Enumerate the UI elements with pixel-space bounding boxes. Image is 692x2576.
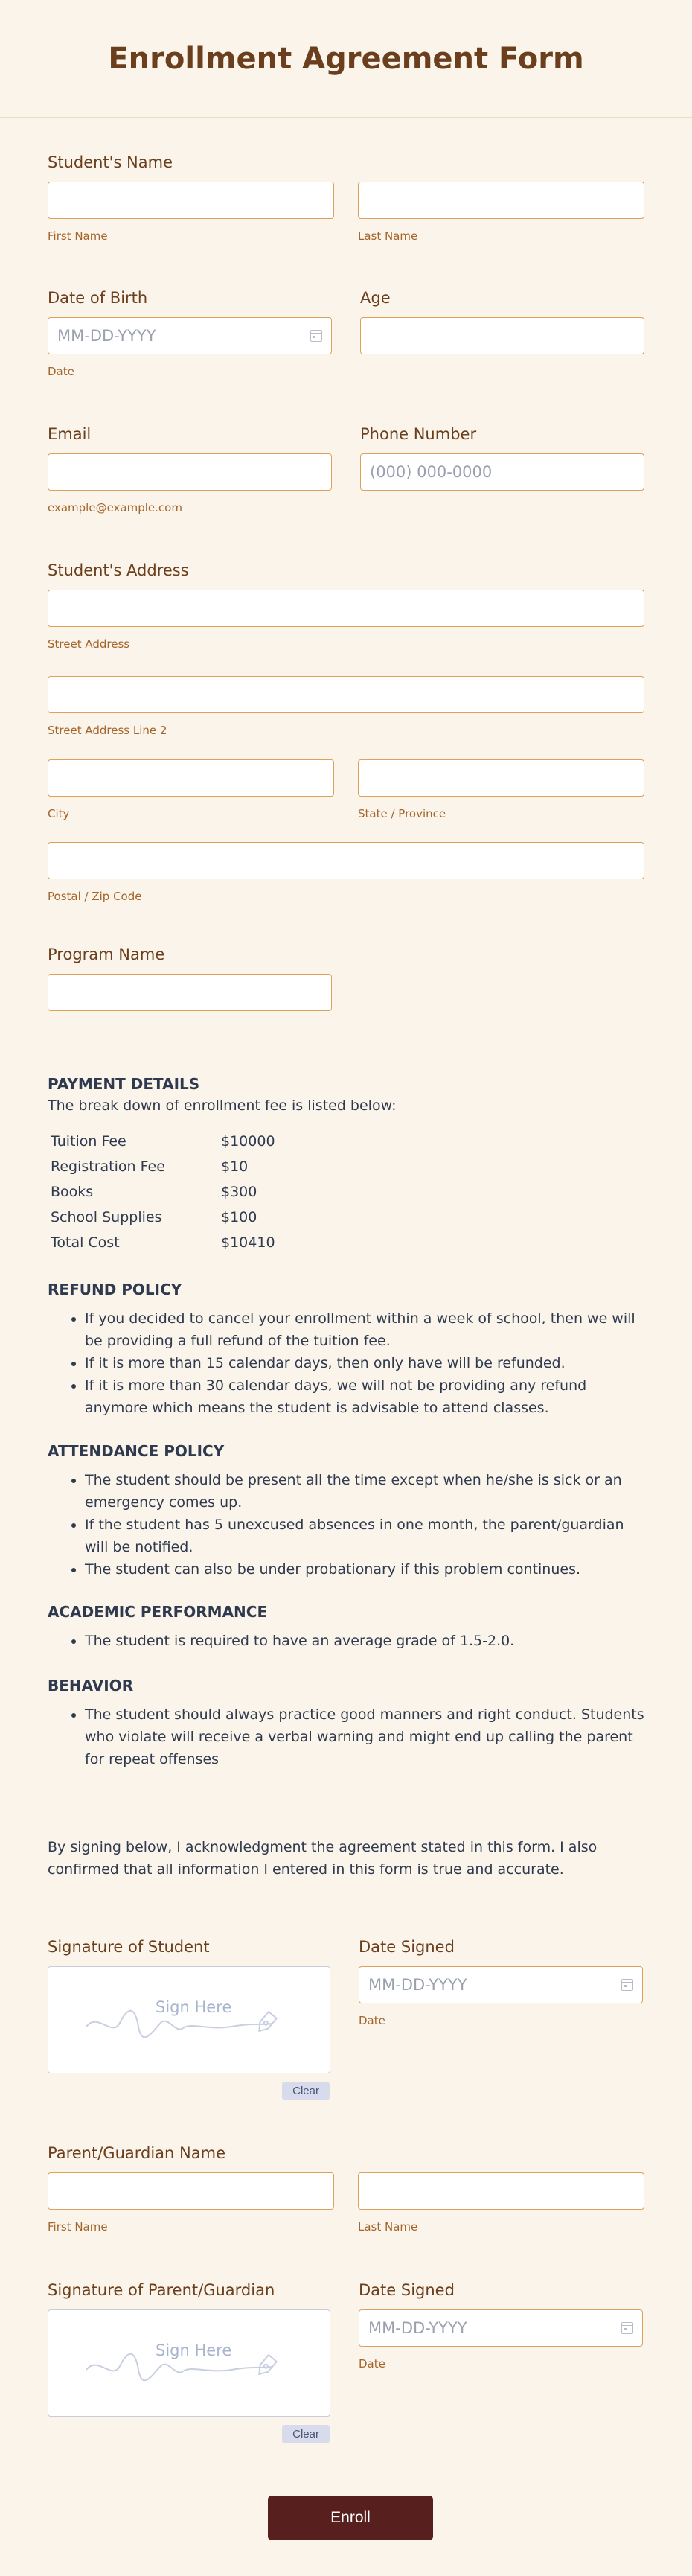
street-address-input[interactable] xyxy=(48,590,644,627)
guardian-date-signed-field xyxy=(359,2281,643,2371)
refund-title: REFUND POLICY xyxy=(48,1281,182,1298)
email-sublabel: example@example.com xyxy=(48,501,182,514)
guardian-last-name-sublabel: Last Name xyxy=(358,2220,418,2234)
fee-name: Books xyxy=(51,1184,94,1200)
attendance-list xyxy=(48,1469,644,1581)
clear-signature-button[interactable]: Clear xyxy=(282,2082,330,2100)
form-header xyxy=(0,0,692,118)
fee-amount: $10000 xyxy=(221,1133,275,1150)
phone-input[interactable] xyxy=(360,453,644,491)
phone-label: Phone Number xyxy=(360,425,477,443)
fee-amount: $100 xyxy=(221,1209,257,1225)
date-signed-sublabel: Date xyxy=(359,2014,385,2027)
street-address-sublabel: Street Address xyxy=(48,637,130,651)
program-field xyxy=(48,946,332,1011)
refund-section xyxy=(48,1281,644,1419)
guardian-signature-pad[interactable] xyxy=(48,2309,330,2440)
enroll-button[interactable]: Enroll xyxy=(268,2496,433,2540)
behavior-title: BEHAVIOR xyxy=(48,1677,134,1695)
last-name-input[interactable] xyxy=(358,182,644,219)
student-name-label: Student's Name xyxy=(48,153,173,171)
dob-input[interactable] xyxy=(48,317,332,354)
address-field xyxy=(48,561,644,651)
calendar-icon[interactable] xyxy=(310,330,322,342)
fee-row xyxy=(48,1129,278,1154)
academic-title: ACADEMIC PERFORMANCE xyxy=(48,1603,268,1621)
dob-placeholder: MM-DD-YYYY xyxy=(57,327,156,345)
first-name-input[interactable] xyxy=(48,182,334,219)
dob-sublabel: Date xyxy=(48,365,74,378)
list-item: • The student can also be under probationary if this problem continues. xyxy=(85,1558,644,1581)
email-phone-row xyxy=(48,425,644,514)
refund-list xyxy=(48,1307,644,1419)
behavior-list xyxy=(48,1703,644,1770)
fee-table xyxy=(48,1129,278,1255)
student-name-field xyxy=(48,153,644,243)
guardian-first-name-sublabel: First Name xyxy=(48,2220,108,2234)
zip-input[interactable] xyxy=(48,842,644,879)
student-signature-field xyxy=(48,1938,330,2097)
clear-signature-button[interactable]: Clear xyxy=(282,2425,330,2443)
date-signed-field xyxy=(359,1938,643,2027)
fee-amount: $300 xyxy=(221,1184,257,1200)
guardian-date-signed-label: Date Signed xyxy=(359,2281,455,2299)
attendance-title: ATTENDANCE POLICY xyxy=(48,1442,225,1460)
student-signature-pad[interactable] xyxy=(48,1966,330,2097)
fee-name: Tuition Fee xyxy=(51,1133,126,1150)
academic-section xyxy=(48,1603,644,1652)
zip-group xyxy=(48,842,644,903)
state-input[interactable] xyxy=(358,759,644,797)
list-item: • The student should always practice good manners and right conduct. Students who violate will receive a verbal warning and might end up calling the parent for repeat offenses xyxy=(85,1703,644,1770)
fee-row xyxy=(48,1230,278,1255)
guardian-last-name-input[interactable] xyxy=(358,2172,644,2210)
guardian-name-field xyxy=(48,2144,644,2234)
guardian-date-signed-placeholder: MM-DD-YYYY xyxy=(368,2319,467,2337)
behavior-section xyxy=(48,1677,644,1770)
email-field[interactable] xyxy=(48,453,332,491)
dob-age-row xyxy=(48,289,644,378)
fee-name: School Supplies xyxy=(51,1209,162,1225)
payment-section xyxy=(48,1075,644,1255)
age-label: Age xyxy=(360,289,391,307)
guardian-signature-field xyxy=(48,2281,330,2440)
fee-name: Total Cost xyxy=(51,1234,120,1251)
fee-amount: $10 xyxy=(221,1158,249,1175)
guardian-first-name-input[interactable] xyxy=(48,2172,334,2210)
first-name-sublabel: First Name xyxy=(48,229,108,243)
date-signed-input[interactable] xyxy=(359,1966,643,2003)
fee-name: Registration Fee xyxy=(51,1158,165,1175)
street-address-2-sublabel: Street Address Line 2 xyxy=(48,724,167,737)
payment-intro: The break down of enrollment fee is listed below: xyxy=(48,1097,397,1114)
attendance-section xyxy=(48,1442,644,1581)
city-input[interactable] xyxy=(48,759,334,797)
date-signed-label: Date Signed xyxy=(359,1938,455,1956)
program-label: Program Name xyxy=(48,946,165,963)
phone-placeholder: (000) 000-0000 xyxy=(370,463,493,481)
state-sublabel: State / Province xyxy=(358,807,446,820)
address-label: Student's Address xyxy=(48,561,189,579)
academic-list xyxy=(48,1630,644,1652)
list-item: • If it is more than 30 calendar days, we will not be providing any refund anymore which means the student is advisable to attend classes. xyxy=(85,1374,644,1419)
guardian-name-label: Parent/Guardian Name xyxy=(48,2144,225,2162)
calendar-icon[interactable] xyxy=(621,2322,633,2334)
calendar-icon[interactable] xyxy=(621,1979,633,1991)
list-item: • If it is more than 15 calendar days, then only have will be refunded. xyxy=(85,1352,644,1374)
street-address-2-input[interactable] xyxy=(48,676,644,713)
list-item: • If you decided to cancel your enrollment within a week of school, then we will be providing a full refund of the tuition fee. xyxy=(85,1307,644,1352)
page-title: Enrollment Agreement Form xyxy=(108,41,584,76)
fee-row xyxy=(48,1179,278,1205)
fee-row xyxy=(48,1154,278,1179)
sign-here-text: Sign Here xyxy=(156,1998,232,2016)
fee-row xyxy=(48,1205,278,1230)
dob-label: Date of Birth xyxy=(48,289,148,307)
street-address-2-group xyxy=(48,676,644,737)
list-item: • If the student has 5 unexcused absences in one month, the parent/guardian will be notified. xyxy=(85,1514,644,1558)
date-signed-placeholder: MM-DD-YYYY xyxy=(368,1976,467,1994)
agreement-text: By signing below, I acknowledgment the agreement stated in this form. I also confirmed that all information I entered in this form is true and accurate. xyxy=(48,1839,598,1878)
student-signature-label: Signature of Student xyxy=(48,1938,210,1956)
last-name-sublabel: Last Name xyxy=(358,229,418,243)
list-item: • The student should be present all the time except when he/she is sick or an emergency comes up. xyxy=(85,1469,644,1514)
guardian-signature-label: Signature of Parent/Guardian xyxy=(48,2281,275,2299)
guardian-date-signed-input[interactable] xyxy=(359,2309,643,2347)
program-input[interactable] xyxy=(48,974,332,1011)
payment-title: PAYMENT DETAILS xyxy=(48,1075,200,1093)
sign-here-text: Sign Here xyxy=(156,2341,232,2359)
fee-amount: $10410 xyxy=(221,1234,275,1251)
zip-sublabel: Postal / Zip Code xyxy=(48,890,142,903)
email-label: Email xyxy=(48,425,92,443)
list-item: • The student is required to have an average grade of 1.5-2.0. xyxy=(85,1630,644,1652)
city-state-row xyxy=(48,759,644,820)
guardian-date-signed-sublabel: Date xyxy=(359,2357,385,2371)
city-sublabel: City xyxy=(48,807,70,820)
age-input[interactable] xyxy=(360,317,644,354)
